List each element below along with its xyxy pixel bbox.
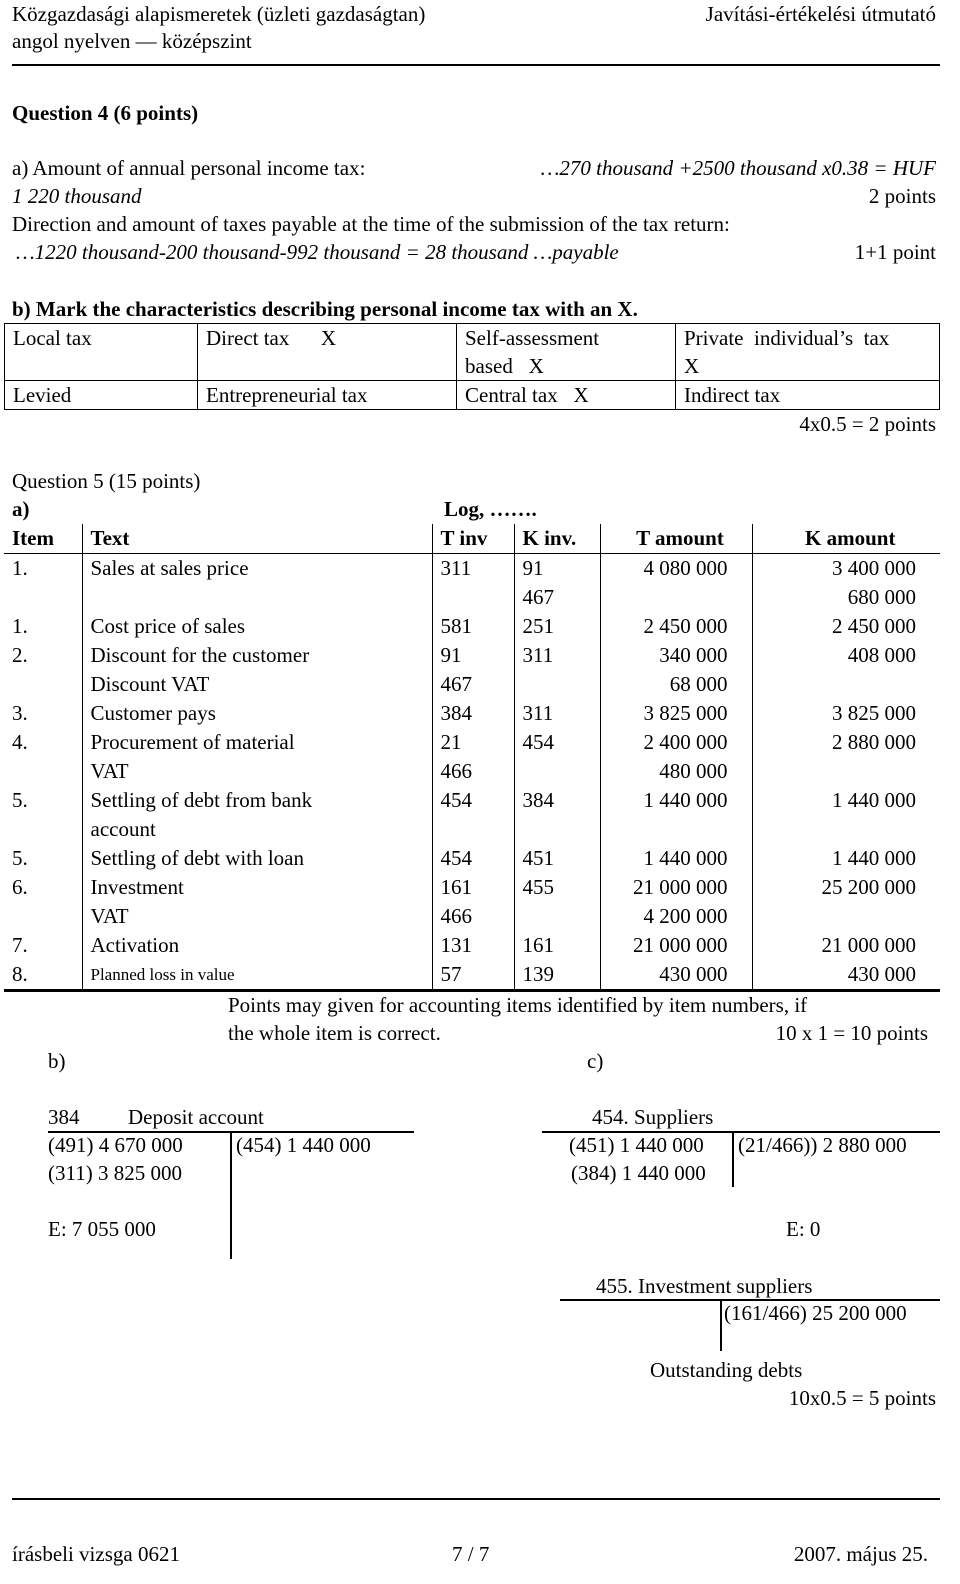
tax-cell (5, 352, 198, 381)
q4-b-points: 4x0.5 = 2 points (799, 412, 936, 436)
tax-cell (198, 352, 457, 381)
q5-note-line1: Points may given for accounting items identified by item numbers, if (228, 993, 808, 1017)
table-cell: 454 (432, 844, 514, 873)
table-cell: 57 (432, 960, 514, 991)
q5-title: Question 5 (15 points) (12, 469, 201, 493)
table-cell: 161 (432, 873, 514, 902)
q5-a-label: a) (12, 497, 30, 521)
table-row (4, 670, 940, 699)
table-cell (514, 757, 600, 786)
table-cell: 4. (12, 730, 28, 754)
t455-divider (720, 1299, 722, 1351)
q4-b-title: b) Mark the characteristics describing personal income tax with an X. (12, 297, 638, 321)
table-cell: 1 440 000 (752, 844, 940, 873)
q4-a-points2: 1+1 point (854, 240, 936, 264)
table-cell (600, 583, 752, 612)
table-cell: 384 (432, 699, 514, 728)
table-cell: 3. (12, 701, 28, 725)
table-cell: 68 000 (600, 670, 752, 699)
t384-name: Deposit account (128, 1105, 264, 1129)
table-cell: 7. (12, 933, 28, 957)
t384-divider (230, 1131, 232, 1259)
q4-a-calc2: 1 220 thousand (12, 184, 142, 208)
table-cell (4, 815, 82, 844)
table-cell (4, 670, 82, 699)
table-cell (752, 815, 940, 844)
tax-row (5, 352, 940, 381)
table-cell: 581 (432, 612, 514, 641)
table-cell: 3 400 000 (752, 554, 940, 584)
header-right: Javítási-értékelési útmutató (705, 2, 936, 26)
table-cell: 8. (4, 960, 82, 991)
table-cell: 131 (432, 931, 514, 960)
table-cell: 91 (432, 641, 514, 670)
table-cell: 4 200 000 (600, 902, 752, 931)
column-header: Item (4, 524, 82, 554)
table-cell (514, 815, 600, 844)
t454-debit2: (384) 1 440 000 (571, 1161, 706, 1185)
journal-table (4, 524, 940, 992)
t454-balance: E: 0 (786, 1217, 821, 1241)
table-cell: 1. (12, 556, 28, 580)
table-cell: 384 (514, 786, 600, 815)
table-cell: Settling of debt with loan (82, 844, 432, 873)
table-cell (4, 757, 82, 786)
table-row (4, 815, 940, 844)
table-cell: 1 440 000 (600, 844, 752, 873)
footer-right: 2007. május 25. (793, 1542, 928, 1566)
table-header-row (4, 524, 940, 554)
table-cell: 1. (12, 614, 28, 638)
table-row (4, 960, 940, 991)
table-row (4, 612, 940, 641)
table-cell (432, 583, 514, 612)
table-cell: 311 (514, 641, 600, 670)
table-cell (432, 815, 514, 844)
tax-cell: Self-assessment (457, 324, 676, 353)
q5-note-line2: the whole item is correct. (228, 1021, 441, 1045)
table-row (4, 554, 940, 584)
header-rule (12, 64, 940, 66)
t384-debit2: (311) 3 825 000 (48, 1161, 182, 1185)
table-cell: 467 (514, 583, 600, 612)
table-cell (752, 902, 940, 931)
table-cell (82, 583, 432, 612)
q5-log-label: Log, ……. (444, 497, 537, 521)
table-cell: Settling of debt from bank (82, 786, 432, 815)
q4-title: Question 4 (6 points) (12, 101, 199, 125)
column-header: K inv. (514, 524, 600, 554)
table-cell: 680 000 (752, 583, 940, 612)
table-cell: 466 (432, 757, 514, 786)
tax-cell: Central tax X (457, 381, 676, 410)
table-cell (4, 902, 82, 931)
table-cell: 5. (12, 846, 28, 870)
table-cell: 311 (514, 699, 600, 728)
table-cell: 4 080 000 (600, 554, 752, 584)
t454-credit1: (21/466)) 2 880 000 (738, 1133, 907, 1157)
table-cell: 21 (432, 728, 514, 757)
table-cell: 311 (432, 554, 514, 584)
tax-row (5, 381, 940, 410)
table-row (4, 728, 940, 757)
table-cell: 21 000 000 (600, 873, 752, 902)
column-header: K amount (752, 524, 940, 554)
table-row (4, 786, 940, 815)
header-left-line2: angol nyelven — középszint (12, 29, 252, 53)
table-cell: VAT (82, 757, 432, 786)
table-cell: 340 000 (600, 641, 752, 670)
table-cell: Cost price of sales (82, 612, 432, 641)
table-cell: 480 000 (600, 757, 752, 786)
q4-a-points: 2 points (868, 184, 936, 208)
outstanding-debts: Outstanding debts (650, 1358, 803, 1382)
table-cell: 2 450 000 (752, 612, 940, 641)
tax-row (5, 324, 940, 353)
table-cell: Activation (82, 931, 432, 960)
t454-debit1: (451) 1 440 000 (569, 1133, 704, 1157)
t454-title: 454. Suppliers (592, 1105, 714, 1129)
table-cell: 251 (514, 612, 600, 641)
q5-c-points: 10x0.5 = 5 points (788, 1386, 936, 1410)
tax-cell: Direct tax X (198, 324, 457, 353)
column-header: T amount (600, 524, 752, 554)
header-left-line1: Közgazdasági alapismeretek (üzleti gazdaságtan) (12, 2, 426, 26)
footer-center: 7 / 7 (452, 1542, 490, 1566)
table-cell (752, 670, 940, 699)
table-cell: Investment (82, 873, 432, 902)
table-cell: 2 400 000 (600, 728, 752, 757)
table-row (4, 641, 940, 670)
tax-cell: Private individual’s tax (676, 324, 940, 353)
table-cell (514, 670, 600, 699)
table-cell: 161 (514, 931, 600, 960)
table-cell: 21 000 000 (752, 931, 940, 960)
table-cell: 454 (432, 786, 514, 815)
q5-note-points: 10 x 1 = 10 points (775, 1021, 928, 1045)
table-row (4, 902, 940, 931)
table-cell: Discount VAT (82, 670, 432, 699)
q4-a-label: a) Amount of annual personal income tax: (12, 156, 366, 180)
column-header: T inv (432, 524, 514, 554)
table-row (4, 757, 940, 786)
table-cell: 3 825 000 (752, 699, 940, 728)
table-cell: 21 000 000 (600, 931, 752, 960)
table-cell: 454 (514, 728, 600, 757)
tax-cell: Entrepreneurial tax (198, 381, 457, 410)
table-cell: 467 (432, 670, 514, 699)
column-header: Text (82, 524, 432, 554)
table-cell: 139 (514, 960, 600, 991)
table-cell: 91 (514, 554, 600, 584)
tax-cell: Local tax (5, 324, 198, 353)
table-cell: 430 000 (752, 960, 940, 991)
table-cell: 6. (12, 875, 28, 899)
table-cell: 25 200 000 (752, 873, 940, 902)
table-cell: 2 450 000 (600, 612, 752, 641)
table-cell: 2. (12, 643, 28, 667)
table-row (4, 873, 940, 902)
table-cell: account (82, 815, 432, 844)
tax-characteristics-table (4, 323, 940, 410)
t384-code: 384 (48, 1105, 80, 1129)
tax-cell: Levied (5, 381, 198, 410)
t384-debit1: (491) 4 670 000 (48, 1133, 183, 1157)
table-cell: 1 440 000 (752, 786, 940, 815)
table-row (4, 931, 940, 960)
table-cell (752, 757, 940, 786)
table-cell: 466 (432, 902, 514, 931)
t384-credit1: (454) 1 440 000 (236, 1133, 371, 1157)
table-cell (600, 815, 752, 844)
table-cell: VAT (82, 902, 432, 931)
footer-rule (12, 1498, 940, 1500)
table-cell (514, 902, 600, 931)
q5-b-label: b) (48, 1049, 66, 1073)
table-cell: 408 000 (752, 641, 940, 670)
q5-c-label: c) (587, 1049, 604, 1073)
q4-a-calc3: …1220 thousand-200 thousand-992 thousand = 28 thousand …payable (16, 240, 619, 264)
tax-cell: X (676, 352, 940, 381)
table-cell: 1 440 000 (600, 786, 752, 815)
table-cell: 455 (514, 873, 600, 902)
tax-cell: Indirect tax (676, 381, 940, 410)
table-cell: 2 880 000 (752, 728, 940, 757)
q4-a-calc: …270 thousand +2500 thousand x0.38 = HUF (540, 156, 936, 180)
t455-title: 455. Investment suppliers (596, 1274, 813, 1298)
table-row (4, 844, 940, 873)
t454-divider (732, 1131, 734, 1187)
table-cell: 3 825 000 (600, 699, 752, 728)
table-cell: 430 000 (600, 960, 752, 991)
table-cell (4, 583, 82, 612)
table-cell: 5. (12, 788, 28, 812)
table-cell: 451 (514, 844, 600, 873)
table-row (4, 583, 940, 612)
table-cell: Customer pays (82, 699, 432, 728)
t384-balance: E: 7 055 000 (48, 1217, 156, 1241)
table-cell: Sales at sales price (82, 554, 432, 584)
table-cell: Discount for the customer (82, 641, 432, 670)
table-cell: Planned loss in value (82, 960, 432, 991)
table-cell: Procurement of material (82, 728, 432, 757)
t455-credit1: (161/466) 25 200 000 (724, 1301, 907, 1325)
footer-left: írásbeli vizsga 0621 (12, 1542, 180, 1566)
q4-a-line3: Direction and amount of taxes payable at the time of the submission of the tax return: (12, 212, 730, 236)
table-row (4, 699, 940, 728)
tax-cell: based X (457, 352, 676, 381)
